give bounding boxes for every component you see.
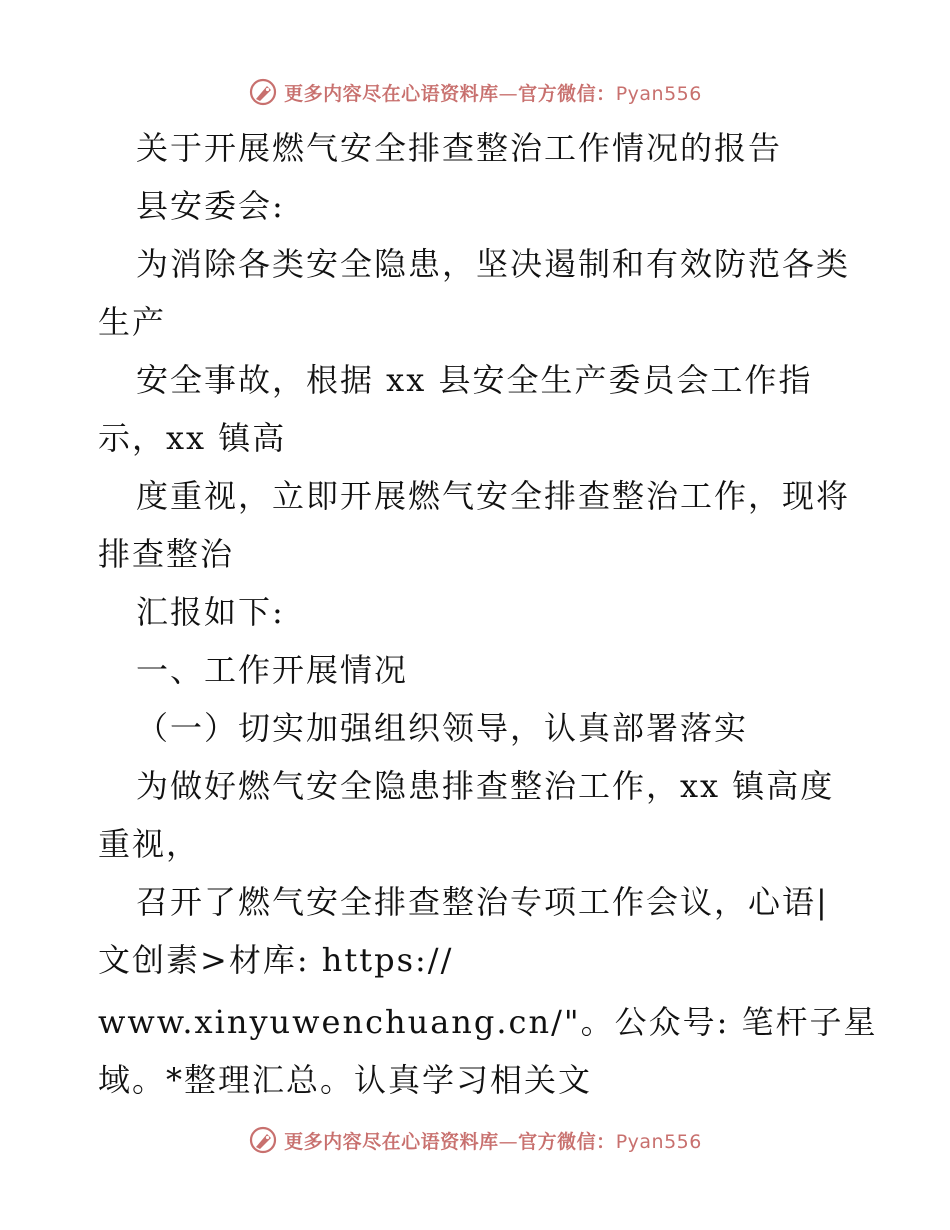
footer-watermark-text: 更多内容尽在心语资料库—官方微信：Pyan556 — [284, 1130, 702, 1153]
body-line: 为消除各类安全隐患，坚决遏制和有效防范各类 — [136, 245, 851, 283]
recipient-line: 县安委会: — [136, 187, 285, 225]
body-line: 为做好燃气安全隐患排查整治工作，xx 镇高度 — [136, 767, 835, 805]
footer-watermark-banner — [0, 1120, 950, 1160]
body-line: 域。*整理汇总。认真学习相关文 — [98, 1061, 593, 1099]
pen-nib-logo-icon — [248, 1125, 278, 1155]
body-line: 度重视，立即开展燃气安全排查整治工作，现将 — [136, 477, 851, 515]
body-line: 汇报如下: — [136, 593, 285, 631]
section-heading: 一、工作开展情况 — [136, 651, 409, 689]
body-line: www.xinyuwenchuang.cn/"。公众号: 笔杆子星 — [98, 1003, 878, 1041]
header-watermark-banner — [0, 72, 950, 112]
pen-nib-logo-icon — [248, 77, 278, 107]
body-line: 召开了燃气安全排查整治专项工作会议，心语| — [136, 883, 829, 921]
body-line: 示，xx 镇高 — [98, 419, 287, 457]
subsection-heading: （一）切实加强组织领导，认真部署落实 — [136, 709, 749, 747]
body-line: 排查整治 — [98, 535, 235, 573]
body-line: 安全事故，根据 xx 县安全生产委员会工作指 — [136, 361, 813, 399]
body-line: 文创素>材库: https:// — [98, 941, 454, 979]
document-title: 关于开展燃气安全排查整治工作情况的报告 — [136, 129, 783, 167]
body-line: 生产 — [98, 303, 167, 341]
header-watermark-text: 更多内容尽在心语资料库—官方微信：Pyan556 — [284, 82, 702, 105]
body-line: 重视， — [98, 825, 201, 863]
